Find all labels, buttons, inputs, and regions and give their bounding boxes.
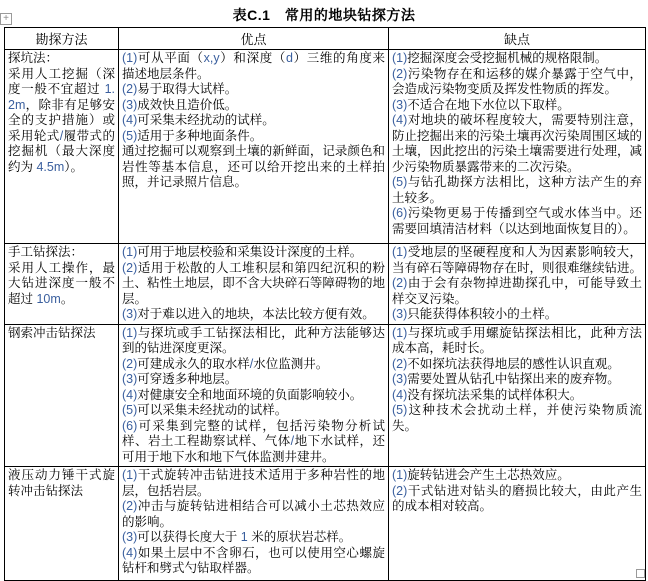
method-cell [5, 324, 119, 467]
text-line: (3)只能获得体积较小的土样。 [392, 307, 558, 321]
cons-cell [389, 50, 646, 244]
text-line: 探坑法： [8, 51, 59, 65]
text-line: 采用人工操作，最大钻进深度一般不超过 10m。 [8, 260, 115, 306]
method-cell [5, 50, 119, 244]
text-line: (2)污染物存在和运移的媒介暴露于空气中，会造成污染物变质及挥发性物质的挥发。 [392, 66, 642, 96]
table-body [5, 50, 646, 581]
text-line: (1)与探坑或手用螺旋钻探法相比，此种方法成本高，耗时长。 [392, 325, 642, 355]
cons-cell [389, 467, 646, 581]
drilling-methods-table [4, 27, 646, 581]
pros-cell [119, 50, 389, 244]
table-row [5, 50, 646, 244]
text-line: (3)可穿透多种地层。 [122, 372, 238, 386]
text-line: (1)可从平面（x,y）和深度（d）三维的角度来描述地层条件。 [122, 51, 385, 81]
header-pros: 优点 [119, 28, 389, 50]
text-line: (5)适用于多种地面条件。 [122, 128, 263, 143]
text-line: (6)可采集到完整的试样，包括污染物分析试样、岩土工程勘察试样、气体/地下水试样，还可用于地下水和地下气体监测井建井。 [122, 418, 385, 464]
text-line: (5)与钻孔勘探方法相比，这种方法产生的弃土较多。 [392, 175, 642, 205]
table-row [5, 467, 646, 581]
text-line: (2)冲击与旋转钻进相结合可以减小土芯热效应的影响。 [122, 499, 385, 529]
text-line: (6)污染物更易于传播到空气或水体当中。还需要回填清洁材料（以达到地面恢复目的）。 [392, 206, 642, 236]
header-method: 勘探方法 [5, 28, 119, 50]
text-line: (1)干式旋转冲击钻进技术适用于多种岩性的地层，包括岩层。 [122, 468, 385, 498]
table-move-handle-icon[interactable]: + [0, 13, 12, 25]
text-line: (4)没有探坑法采集的试样体积大。 [392, 387, 583, 402]
header-row [5, 28, 646, 50]
pros-cell [119, 324, 389, 467]
text-line: (2)干式钻进对钻头的磨损比较大，由此产生的成本相对较高。 [392, 483, 642, 513]
text-line: (4)对健康安全和地面环境的负面影响较小。 [122, 387, 363, 402]
text-line: (4)对地块的破坏程度较大，需要特别注意，防止挖掘出来的污染土壤再次污染周围区域的土壤，因此挖出的污染土壤需要进行处理，减少污染物质暴露带来的二次污染。 [392, 113, 643, 174]
text-line: 采用人工挖掘（深度一般不宜超过 1.2m，除非有足够安全的支护措施）或采用轮式/履带式的挖掘机（最大深度约为 4.5m）。 [8, 66, 115, 174]
text-line: 通过挖掘可以观察到土壤的新鲜面，记录颜色和岩性等基本信息，还可以给开挖出来的土样拍照，并记录照片信息。 [122, 144, 385, 189]
pros-cell [119, 244, 389, 325]
text-line: (1)受地层的坚硬程度和人为因素影响较大，当有碎石等障碍物存在时，则很难继续钻进。 [392, 245, 643, 275]
text-line: (2)可建成永久的取水样/水位监测井。 [122, 356, 329, 371]
text-line: 手工钻探法： [8, 245, 84, 259]
text-line: (3)不适合在地下水位以下取样。 [392, 97, 570, 112]
text-line: (3)需要处置从钻孔中钻探出来的废弃物。 [392, 372, 620, 386]
text-line: (1)挖掘深度会受挖掘机械的规格限制。 [392, 51, 608, 65]
text-line: (2)由于会有杂物掉进勘探孔中，可能导致土样交叉污染。 [392, 276, 642, 306]
method-cell [5, 467, 119, 581]
text-line: (4)可采集未经扰动的试样。 [122, 113, 275, 127]
table-row [5, 244, 646, 325]
table-row [5, 324, 646, 467]
cons-cell [389, 244, 646, 325]
text-line: (3)对于难以进入的地块，本法比较方便有效。 [122, 307, 375, 321]
text-line: 钢索冲击钻探法 [8, 325, 96, 340]
text-line: (5)可以采集未经扰动的试样。 [122, 403, 288, 417]
text-line: (2)易于取得大试样。 [122, 82, 238, 96]
table-resize-handle-icon[interactable] [636, 569, 645, 578]
cons-cell [389, 324, 646, 467]
header-cons: 缺点 [389, 28, 646, 50]
text-line: (2)不如探坑法获得地层的感性认识直观。 [392, 356, 620, 371]
text-line: (2)适用于松散的人工堆积层和第四纪沉积的粉土、粘性土地层，即不含大块碎石等障碍物的地层。 [122, 260, 385, 306]
text-line: 液压动力锤干式旋转冲击钻探法 [8, 468, 115, 498]
text-line: (5)这种技术会扰动土样，并使污染物质流失。 [392, 403, 642, 433]
text-line: (1)可用于地层校验和采集设计深度的土样。 [122, 245, 363, 259]
method-cell [5, 244, 119, 325]
table-caption: 表C.1 常用的地块钻探方法 [232, 7, 416, 23]
text-line: (4)如果土层中不含卵石，也可以使用空心螺旋钻杆和劈式勺钻取样器。 [122, 545, 385, 575]
text-line: (3)可以获得长度大于 1 米的原状岩芯样。 [122, 530, 352, 544]
text-line: (1)旋转钻进会产生土芯热效应。 [392, 468, 570, 482]
text-line: (1)与探坑或手工钻探法相比，此种方法能够达到的钻进深度更深。 [122, 325, 385, 355]
text-line: (3)成效快且造价低。 [122, 97, 238, 112]
pros-cell [119, 467, 389, 581]
